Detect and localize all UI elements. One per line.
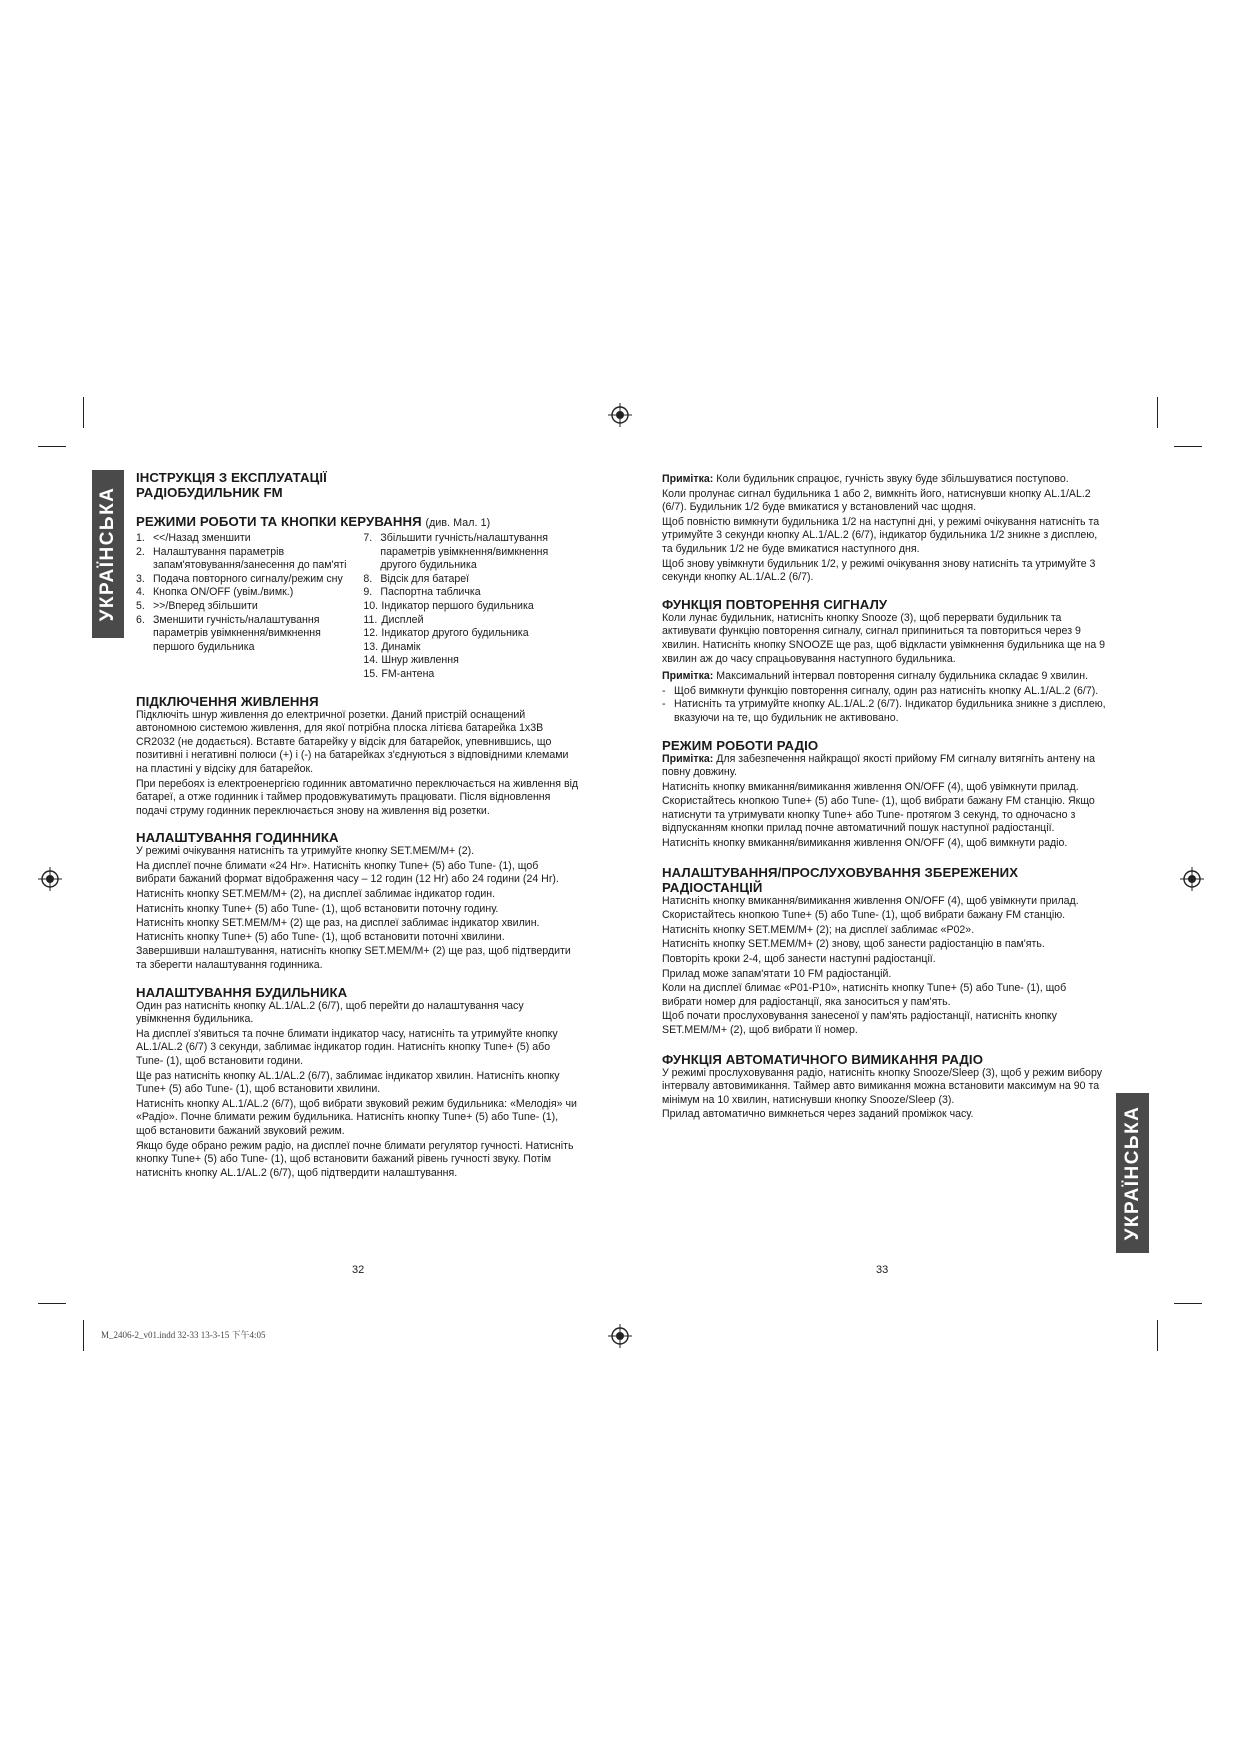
section-heading: ФУНКЦІЯ АВТОМАТИЧНОГО ВИМИКАННЯ РАДІО [662,1051,984,1067]
paragraph: Завершивши налаштування, натисніть кнопку SET.MEM/M+ (2) ще раз, щоб підтвердити та зберегти налаштування годинника. [136,945,571,972]
paragraph: Ще раз натисніть кнопку AL.1/AL.2 (6/7), заблимає індикатор хвилин. Натисніть кнопку Tune+ (5) або Tune- (1), щоб встановити хвилини. [136,1069,560,1096]
paragraph: На дисплеї з'явиться та почне блимати індикатор часу, натисніть та утримуйте кнопку AL.1/AL.2 (6/7) 3 секунди, заблимає індикатор годин. Натисніть кнопку Tune+ (5) або Tune- (1), щоб встановити години. [136,1027,558,1067]
page-number: 32 [352,1264,365,1276]
paragraph: Натисніть кнопку AL.1/AL.2 (6/7), щоб вибрати звуковий режим будильника: «Мелодія» чи «Радіо». Почне блимати режим будильника. Натисніть кнопку Tune+ (5) або Tune- (1), щоб встановити бажаний звуковий режим. [136,1097,577,1137]
section-heading: НАЛАШТУВАННЯ/ПРОСЛУХОВУВАННЯ ЗБЕРЕЖЕНИХ РАДІОСТАНЦІЙ [662,864,1019,895]
list-item: - Натисніть та утримуйте кнопку AL.1/AL.2 (6/7). Індикатор будильника зникне з дисплею, вказуючи на те, що будильник не активовано. [662,698,1106,724]
crop-mark [1157,1320,1158,1351]
section-heading: РЕЖИМИ РОБОТИ ТА КНОПКИ КЕРУВАННЯ (див. Мал. 1) [136,514,491,529]
paragraph: Якщо буде обрано режим радіо, на дисплеї почне блимати регулятор гучності. Натисніть кнопку Tune+ (5) або Tune- (1), щоб встановити бажаний рівень гучності звуку. Потім натисніть кнопку AL.1/AL.2 (6/7), щоб підтвердити налаштування. [136,1139,574,1179]
paragraph: Натисніть кнопку SET.MEM/M+ (2), на дисплеї заблимає індикатор годин. [136,888,496,901]
registration-mark-icon [38,867,62,891]
list-item: 7. Збільшити гучність/налаштування параметрів увімкнення/вимкнення другого будильника [363,532,549,572]
paragraph: Скористайтесь кнопкою Tune+ (5) або Tune- (1), щоб вибрати бажану FM станцію. Якщо натиснути та утримувати кнопку Tune+ або Tune- протягом 3 секунд, то одночасно з відпусканням кнопки прилад почне автоматичний пошук наступної радіостанції. [662,795,1095,835]
paragraph: Натисніть кнопку SET.MEM/M+ (2) ще раз, на дисплеї заблимає індикатор хвилин. Натисніть кнопку Tune+ (5) або Tune- (1), щоб встановити поточні хвилини. [136,917,540,943]
list-item: 2. Налаштування параметрів запам'ятовування/занесення до пам'яті [136,545,347,572]
side-tab-label: УКРАЇНСЬКА [1121,1105,1143,1241]
list-item: 11. Дисплей [363,613,424,626]
paragraph: Коли пролунає сигнал будильника 1 або 2, вимкніть його, натиснувши кнопку AL.1/AL.2 (6/7). Будильник 1/2 буде вмикатися у встановлений час щодня. [662,487,1091,514]
paragraph: Щоб знову увімкнути будильник 1/2, у режимі очікування знову натисніть та утримуйте 3 секунди кнопку AL.1/AL.2 (6/7). [662,557,1096,584]
snooze-section [662,597,1109,726]
registration-mark-icon [608,1324,632,1348]
paragraph: Підключіть шнур живлення до електричної розетки. Даний пристрій оснащений автономною системою живлення, для якої потрібна плоска літієва батарейка 1х3В CR2032 (не додається). Вставте батарейку у відсік для батарейок, упевнившись, що позитивні і негативні полюси (+) і (-) на батарейках з'єднуються з відповідними клемами на пластині у відсіку для батарейок. [136,708,569,775]
paragraph: Натисніть кнопку вмикання/вимикання живлення ON/OFF (4), щоб увімкнути прилад. [662,894,1079,907]
paragraph: Повторіть кроки 2-4, щоб занести наступні радіостанції. [662,953,936,966]
section-heading: НАЛАШТУВАННЯ ГОДИННИКА [136,830,339,846]
crop-mark [38,1303,66,1304]
paragraph: У режимі прослуховування радіо, натисніть кнопку Snooze/Sleep (3), щоб у режим вибору інтервалу автовимикання. Таймер авто вимикання можна встановити максимум на 90 та мінімум на 10 хвилин, натиснувши кнопку Snooze/Sleep (3). [662,1066,1103,1106]
auto-off-section [662,1052,1109,1122]
list-item: - Щоб вимкнути функцію повторення сигналу, один раз натисніть кнопку AL.1/AL.2 (6/7). [662,684,1099,697]
power-section [136,694,579,819]
paragraph: При перебоях із електроенергією годинник автоматично переключається на живлення від батареї, а отже годинник і таймер продовжуватимуть працювати. Після відновлення подачі струму годинник переключається знову на живлення від розетки. [136,777,579,817]
paragraph: Натисніть кнопку вмикання/вимикання живлення ON/OFF (4), щоб вимкнути радіо. [662,837,1068,850]
paragraph: Коли лунає будильник, натисніть кнопку Snooze (3), щоб перервати будильник та активувати функцію повторення сигналу, сигнал припиниться та повториться через 9 хвилин. Натисніть кнопку SNOOZE ще раз, щоб відкласти увімкнення будильника ще на 9 хвилин аж до часу спрацьовування наступного будильника. [662,611,1106,665]
controls-list [136,532,579,682]
list-item: 9. Паспортна табличка [363,586,481,599]
section-heading: НАЛАШТУВАННЯ БУДИЛЬНИКА [136,984,348,1000]
crop-mark [1174,446,1202,447]
section-heading: ПІДКЛЮЧЕННЯ ЖИВЛЕННЯ [136,693,319,709]
crop-mark [83,397,84,428]
paragraph: Натисніть кнопку Tune+ (5) або Tune- (1), щоб встановити поточну годину. [136,902,499,915]
list-item: 5. >>/Вперед збільшити [136,599,258,612]
paragraph: Щоб повністю вимкнути будильника 1/2 на наступні дні, у режимі очікування натисніть та утримуйте 3 секунди кнопку AL.1/AL.2 (6/7), індикатор будильника 1/2 зникне з дисплею, та будильник 1/2 не буде вмикатися наступного дня. [662,515,1100,555]
side-tab-label: УКРАЇНСЬКА [97,486,118,622]
paragraph: Натисніть кнопку SET.MEM/M+ (2) знову, щоб занести радіостанцію в пам'ять. [662,938,1045,951]
list-item: 6. Зменшити гучність/налаштування параметрів увімкнення/вимкнення першого будильника [136,613,321,653]
modes-section [136,514,579,682]
registration-mark-icon [608,403,632,427]
note: Примітка: Для забезпечення найкращої якості прийому FM сигналу витягніть антену на повну довжину. [662,752,1096,779]
list-item: 14. Шнур живлення [363,654,459,667]
paragraph: Натисніть кнопку SET.MEM/M+ (2); на дисплеї заблимає «P02». [662,923,975,936]
page-number: 33 [876,1264,889,1276]
crop-mark [38,446,66,447]
section-heading: ФУНКЦІЯ ПОВТОРЕННЯ СИГНАЛУ [662,596,888,612]
alarm-section [136,985,579,1181]
note: Примітка: Максимальний інтервал повторення сигналу будильника складає 9 хвилин. [662,670,1089,683]
paragraph: Скористайтесь кнопкою Tune+ (5) або Tune- (1), щоб вибрати бажану FM станцію. [662,909,1066,922]
language-side-tab [92,470,124,638]
list-item: 15. FM-антена [363,667,435,680]
paragraph: Прилад може запам'ятати 10 FM радіостанцій. [662,967,892,980]
paragraph: На дисплеї почне блимати «24 Hr». Натисніть кнопку Tune+ (5) або Tune- (1), щоб вибрати бажаний формат відображення часу – 12 годин (12 Hr) або 24 години (24 Hr). [136,859,559,886]
print-slug: M_2406-2_v01.indd 32-33 13-3-15 下午4:05 [101,1330,266,1340]
crop-mark [1174,1303,1202,1304]
language-side-tab [1116,1093,1149,1253]
presets-section [662,865,1109,1038]
list-item: 13. Динамік [363,640,421,653]
list-item: 8. Відсік для батареї [363,572,470,585]
paragraph: У режимі очікування натисніть та утримуйте кнопку SET.MEM/M+ (2). [136,845,475,858]
clock-section [136,830,579,972]
paragraph: Прилад автоматично вимкнеться через заданий проміжок часу. [662,1108,974,1121]
list-item: 12. Індикатор другого будильника [363,627,529,640]
list-item: 10. Індикатор першого будильника [363,599,534,612]
registration-mark-icon [1180,867,1204,891]
crop-mark [1157,397,1158,428]
paragraph: Щоб почати прослуховування занесеної у пам'ять радіостанції, натисніть кнопку SET.MEM/M+ (2), щоб вибрати її номер. [662,1010,1057,1036]
manual-title: ІНСТРУКЦІЯ З ЕКСПЛУАТАЦІЇ РАДІОБУДИЛЬНИК FM [136,470,327,500]
paragraph: Один раз натисніть кнопку AL.1/AL.2 (6/7), щоб перейти до налаштування часу увімкнення будильника. [136,999,524,1026]
crop-mark [83,1320,84,1351]
note: Примітка: Коли будильник спрацює, гучність звуку буде збільшуватися поступово. [662,473,1069,485]
radio-section [662,738,1109,851]
right-page-column [662,473,1109,1123]
paragraph: Коли на дисплеї блимає «P01-P10», натисніть кнопку Tune+ (5) або Tune- (1), щоб вибрати номер для радіостанції, яка заноситься у пам'ять. [662,982,1067,1008]
list-item: 3. Подача повторного сигналу/режим сну [136,572,343,585]
list-item: 4. Кнопка ON/OFF (увім./вимк.) [136,586,294,599]
left-page-column [136,470,579,1181]
paragraph: Натисніть кнопку вмикання/вимикання живлення ON/OFF (4), щоб увімкнути прилад. [662,780,1079,793]
list-item: 1. <</Назад зменшити [136,532,251,544]
section-heading: РЕЖИМ РОБОТИ РАДІО [662,737,819,753]
